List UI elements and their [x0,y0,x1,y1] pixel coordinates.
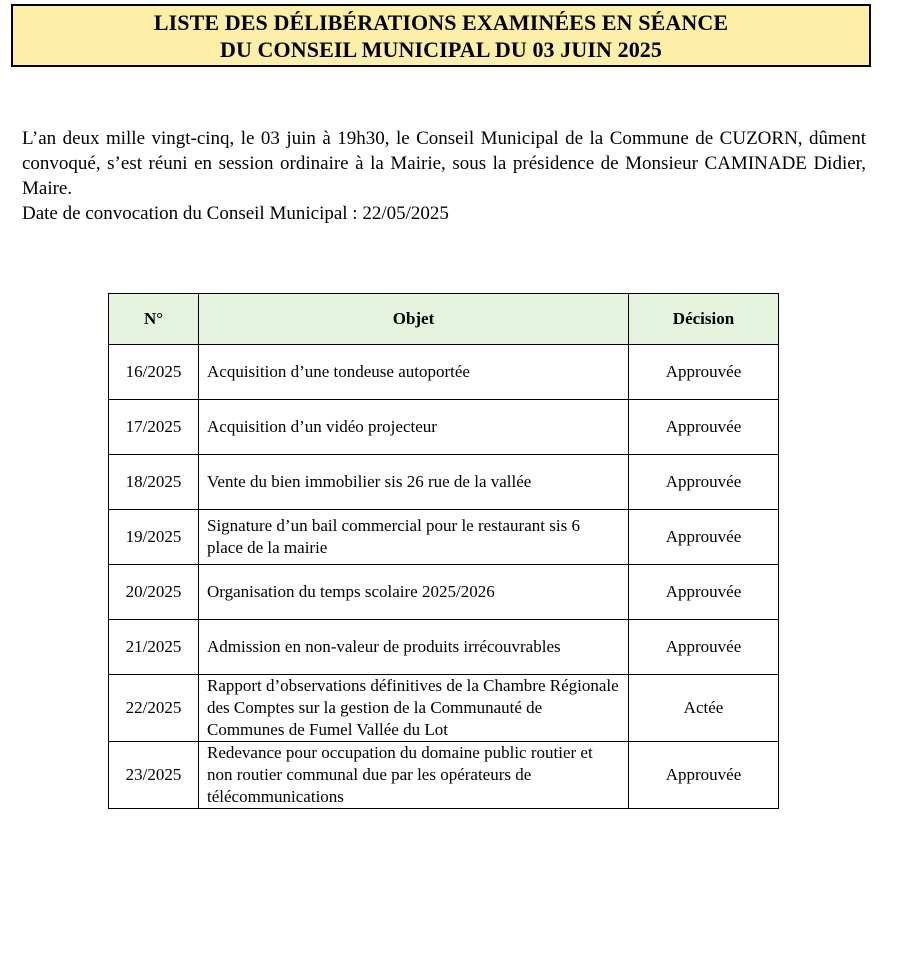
row-decision: Approuvée [629,400,779,455]
table-row [109,742,779,809]
header-subject: Objet [199,294,629,345]
row-subject: Admission en non-valeur de produits irrécouvrables [199,620,629,675]
table-row [109,620,779,675]
header-decision: Décision [629,294,779,345]
row-subject: Redevance pour occupation du domaine public routier et non routier communal due par les opérateurs de télécommunications [199,742,629,809]
title-line-1: LISTE DES DÉLIBÉRATIONS EXAMINÉES EN SÉANCE [153,9,729,35]
row-number: 19/2025 [109,510,199,565]
row-decision: Approuvée [629,742,779,809]
row-subject: Signature d’un bail commercial pour le restaurant sis 6 place de la mairie [199,510,629,565]
row-subject: Acquisition d’une tondeuse autoportée [199,345,629,400]
row-subject: Vente du bien immobilier sis 26 rue de la vallée [199,455,629,510]
row-decision: Approuvée [629,455,779,510]
row-decision: Actée [629,675,779,742]
row-decision: Approuvée [629,345,779,400]
title-box [11,4,871,67]
table-row [109,565,779,620]
table-row [109,455,779,510]
row-number: 20/2025 [109,565,199,620]
title-line-2: DU CONSEIL MUNICIPAL DU 03 JUIN 2025 [219,36,662,62]
row-subject: Rapport d’observations définitives de la Chambre Régionale des Comptes sur la gestion de la Communauté de Communes de Fumel Vallée du Lot [199,675,629,742]
row-decision: Approuvée [629,620,779,675]
deliberations-table [108,293,779,809]
row-number: 17/2025 [109,400,199,455]
row-number: 16/2025 [109,345,199,400]
row-number: 21/2025 [109,620,199,675]
row-number: 18/2025 [109,455,199,510]
row-subject: Acquisition d’un vidéo projecteur [199,400,629,455]
table-row [109,510,779,565]
intro-paragraph: L’an deux mille vingt-cinq, le 03 juin à 19h30, le Conseil Municipal de la Commune de CUZORN, dûment convoqué, s’est réuni en session ordinaire à la Mairie, sous la présidence de Monsieur CAMINADE Didier, Maire. [22,128,866,199]
intro-section [22,126,866,226]
table-row [109,675,779,742]
row-decision: Approuvée [629,510,779,565]
row-number: 23/2025 [109,742,199,809]
table-row [109,345,779,400]
table-header-row [109,294,779,345]
row-subject: Organisation du temps scolaire 2025/2026 [199,565,629,620]
table-row [109,400,779,455]
row-decision: Approuvée [629,565,779,620]
row-number: 22/2025 [109,675,199,742]
header-number: N° [109,294,199,345]
convocation-date: Date de convocation du Conseil Municipal : 22/05/2025 [22,203,449,224]
